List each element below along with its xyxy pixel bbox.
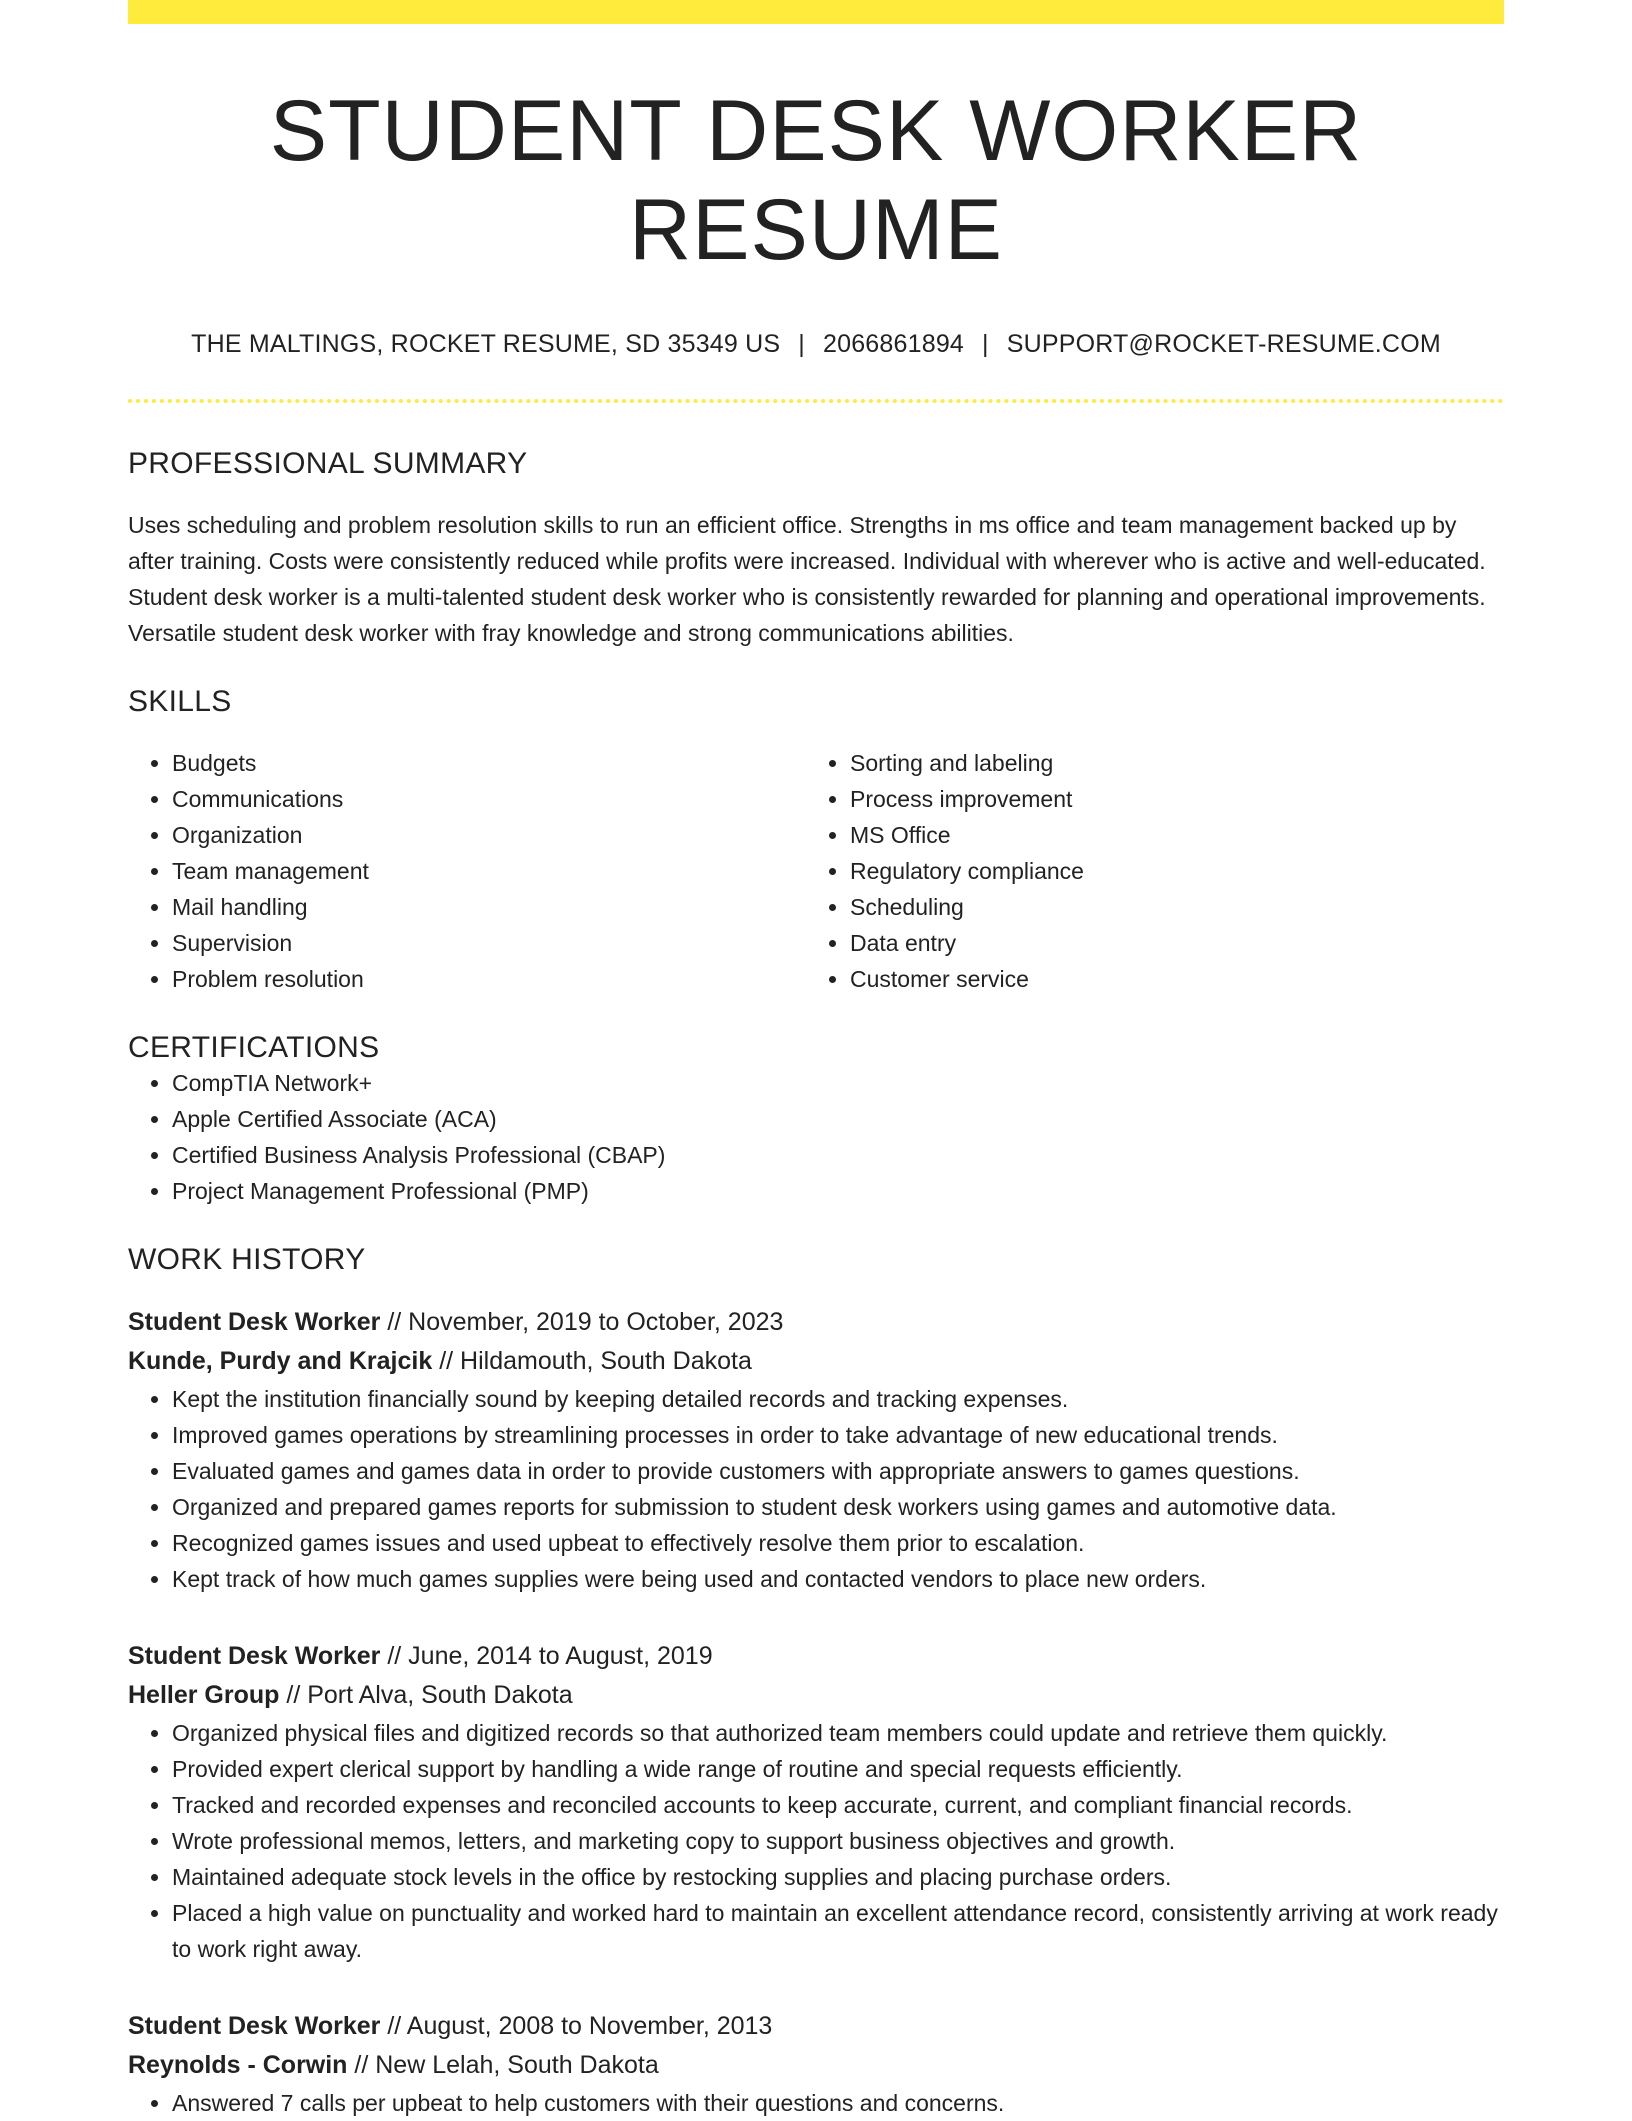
job-company: Reynolds - Corwin — [128, 2050, 348, 2079]
certification-item: • Certified Business Analysis Professional (CBAP) — [172, 1137, 1504, 1173]
certification-item: • Project Management Professional (PMP) — [172, 1173, 1504, 1209]
resume-title: STUDENT DESK WORKER RESUME — [269, 83, 1363, 278]
job-company: Heller Group — [128, 1680, 280, 1709]
job-location: // Port Alva, South Dakota — [279, 1680, 573, 1709]
job-role-line — [128, 1303, 1504, 1342]
skills-heading: SKILLS — [128, 684, 232, 718]
job-entry — [128, 1303, 1504, 1597]
skill-item: • Problem resolution — [172, 961, 806, 997]
job-duty: • Organized and prepared games reports for submission to student desk workers using games and automotive data. — [172, 1489, 1504, 1525]
job-role: Student Desk Worker — [128, 1641, 381, 1670]
job-role-line — [128, 2007, 1504, 2046]
skill-item: • Scheduling — [850, 889, 1484, 925]
contact-separator: | — [798, 329, 805, 358]
skills-column-right — [806, 745, 1484, 997]
job-duty: • Evaluated games and games data in order to provide customers with appropriate answers to games questions. — [172, 1453, 1504, 1489]
skill-item: • Mail handling — [172, 889, 806, 925]
skill-item: • Process improvement — [850, 781, 1484, 817]
job-duty: • Kept track of how much games supplies were being used and contacted vendors to place new orders. — [172, 1561, 1504, 1597]
job-location: // Hildamouth, South Dakota — [432, 1346, 752, 1375]
skill-item: • Supervision — [172, 925, 806, 961]
job-dates: // June, 2014 to August, 2019 — [380, 1641, 713, 1670]
job-duty: • Improved games operations by streamlining processes in order to take advantage of new educational trends. — [172, 1417, 1504, 1453]
work-history-heading: WORK HISTORY — [128, 1242, 366, 1276]
job-company: Kunde, Purdy and Krajcik — [128, 1346, 433, 1375]
contact-separator: | — [982, 329, 989, 358]
skills-column-left — [128, 745, 806, 997]
job-duties-list — [128, 1381, 1504, 1597]
job-entry — [128, 1637, 1504, 1967]
job-duty: • Recognized games issues and used upbeat to effectively resolve them prior to escalation. — [172, 1525, 1504, 1561]
job-company-line — [128, 1342, 1504, 1381]
top-accent-bar — [128, 0, 1504, 24]
skill-item: • Data entry — [850, 925, 1484, 961]
skill-item: • Budgets — [172, 745, 806, 781]
certifications-heading: CERTIFICATIONS — [128, 1030, 380, 1064]
certification-item: • Apple Certified Associate (ACA) — [172, 1101, 1504, 1137]
skill-item: • Customer service — [850, 961, 1484, 997]
address: THE MALTINGS, ROCKET RESUME, SD 35349 US — [191, 329, 781, 358]
skills-columns — [128, 745, 1504, 997]
summary-heading: PROFESSIONAL SUMMARY — [128, 446, 528, 480]
job-company-line — [128, 1676, 1504, 1715]
job-duties-list — [128, 2085, 1504, 2121]
job-duty: • Answered 7 calls per upbeat to help customers with their questions and concerns. — [172, 2085, 1504, 2121]
job-dates: // November, 2019 to October, 2023 — [380, 1307, 784, 1336]
job-duty: • Placed a high value on punctuality and worked hard to maintain an excellent attendance record, consistently arriving at work ready to work right away. — [172, 1895, 1504, 1967]
job-duty: • Provided expert clerical support by handling a wide range of routine and special requests efficiently. — [172, 1751, 1504, 1787]
job-dates: // August, 2008 to November, 2013 — [380, 2011, 773, 2040]
job-duty: • Kept the institution financially sound by keeping detailed records and tracking expenses. — [172, 1381, 1504, 1417]
skill-item: • Regulatory compliance — [850, 853, 1484, 889]
certifications-list — [128, 1065, 1504, 1209]
job-duties-list — [128, 1715, 1504, 1967]
skill-item: • Organization — [172, 817, 806, 853]
job-role-line — [128, 1637, 1504, 1676]
phone: 2066861894 — [822, 329, 965, 358]
certification-item: • CompTIA Network+ — [172, 1065, 1504, 1101]
job-duty: • Wrote professional memos, letters, and marketing copy to support business objectives and growth. — [172, 1823, 1504, 1859]
contact-line — [128, 330, 1504, 359]
dotted-divider — [128, 399, 1504, 403]
job-duty: • Tracked and recorded expenses and reconciled accounts to keep accurate, current, and compliant financial records. — [172, 1787, 1504, 1823]
job-role: Student Desk Worker — [128, 1307, 381, 1336]
job-location: // New Lelah, South Dakota — [347, 2050, 659, 2079]
job-company-line — [128, 2046, 1504, 2085]
email: SUPPORT@ROCKET-RESUME.COM — [1006, 329, 1441, 358]
skill-item: • MS Office — [850, 817, 1484, 853]
job-role: Student Desk Worker — [128, 2011, 381, 2040]
skills-list-right — [806, 745, 1484, 997]
resume-page — [128, 0, 1504, 2121]
job-entry — [128, 2007, 1504, 2121]
skill-item: • Team management — [172, 853, 806, 889]
job-duty: • Maintained adequate stock levels in the office by restocking supplies and placing purchase orders. — [172, 1859, 1504, 1895]
skill-item: • Sorting and labeling — [850, 745, 1484, 781]
skill-item: • Communications — [172, 781, 806, 817]
skills-list-left — [128, 745, 806, 997]
summary-text: Uses scheduling and problem resolution skills to run an efficient office. Strengths in ms office and team management backed up by after training. Costs were consistently reduced while profits were increased. Individual with wherever who is active and well-educated. Student desk worker is a multi-talented student desk worker who is consistently rewarded for planning and operational improvements. Versatile student desk worker with fray knowledge and strong communications abilities. — [128, 511, 1486, 646]
job-duty: • Organized physical files and digitized records so that authorized team members could update and retrieve them quickly. — [172, 1715, 1504, 1751]
